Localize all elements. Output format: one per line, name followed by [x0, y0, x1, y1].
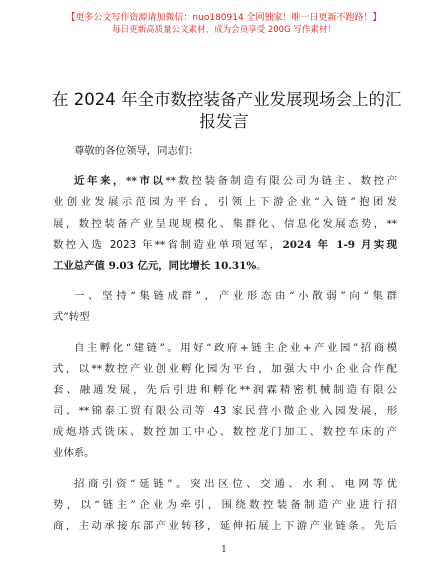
- section-heading-line: 一、坚持“集链成群”，产业形态由“小散弱”向“集群: [74, 290, 397, 303]
- paragraph-intro: [53, 171, 397, 277]
- paragraph-line: 式，以**数控产业创业孵化园为平台，加强大中小企业合作配: [53, 362, 397, 375]
- output-period: 2024 年 1-9 月实现: [282, 238, 397, 251]
- paragraph-line: [53, 171, 397, 192]
- promo-banner-line-2: 每日更新高质量公文素材，成为会员享受 200G 写作素材！: [112, 25, 336, 35]
- paragraph-line: [53, 256, 397, 277]
- paragraph-line: 展，数控装备产业呈现规模化、集群化、信息化发展态势，**: [53, 217, 397, 230]
- paragraph-line: 商，主动承接东部产业转移，延伸拓展上下游产业链条。先后: [53, 520, 397, 532]
- paragraph-text: 家民营小微企业入园发展，形: [226, 405, 397, 418]
- document-title: [52, 89, 402, 133]
- paragraph-text: 。: [256, 259, 267, 272]
- page-number: 1: [221, 545, 227, 555]
- document-body: [53, 141, 397, 537]
- year-value: 2023: [109, 238, 137, 251]
- promo-banner: [0, 12, 448, 36]
- intro-lead: 近年来，**市以: [74, 175, 166, 188]
- paragraph-line: 成炮塔式铣床、数控加工中心、数控龙门加工、数控车床的产: [53, 426, 397, 439]
- paragraph-line: 业创业发展示范园为平台，引领上下游企业“入链”抱团发: [53, 196, 397, 209]
- paragraph-text: 司、**锦泰工贸有限公司等: [53, 405, 214, 418]
- output-value: 工业总产值 9.03 亿元，同比增长 10.31%: [53, 259, 257, 272]
- paragraph-text: 数控入选: [53, 238, 110, 251]
- promo-banner-line-1: 【更多公文写作资源请加微信：nuo180914 全网独家！唯一日更新不跑路！】: [66, 13, 382, 23]
- paragraph-line: 势，以“链主”企业为牵引，围绕数控装备制造产业进行招: [53, 498, 397, 511]
- paragraph-text: 年**省制造业单项冠军，: [136, 238, 283, 251]
- paragraph-line: 自主孵化“建链”。用好“政府+链主企业+产业园”招商模: [74, 341, 397, 354]
- document-title-line-1: 在 2024 年全市数控装备产业发展现场会上的汇: [52, 90, 402, 109]
- paragraph-line: 套、融通发展，先后引进和孵化**润霖精密机械制造有限公: [53, 383, 397, 396]
- paragraph-line: [53, 235, 397, 256]
- paragraph-line: [53, 401, 397, 422]
- salutation: 尊敬的各位领导，同志们：: [74, 145, 199, 157]
- section-heading-line: 式”转型: [53, 311, 90, 324]
- paragraph-extend-chain: [53, 474, 397, 538]
- paragraph-build-chain: [53, 338, 397, 465]
- paragraph-line: 业体系。: [53, 447, 95, 460]
- document-title-line-2: 报发言: [199, 112, 249, 131]
- enterprise-count: 43: [213, 405, 227, 418]
- section-heading-1: [53, 286, 397, 328]
- paragraph-line: 招商引资“延链”。突出区位、交通、水利、电网等优: [74, 477, 397, 490]
- paragraph-text: **数控装备制造有限公司为链主、数控产: [165, 175, 397, 188]
